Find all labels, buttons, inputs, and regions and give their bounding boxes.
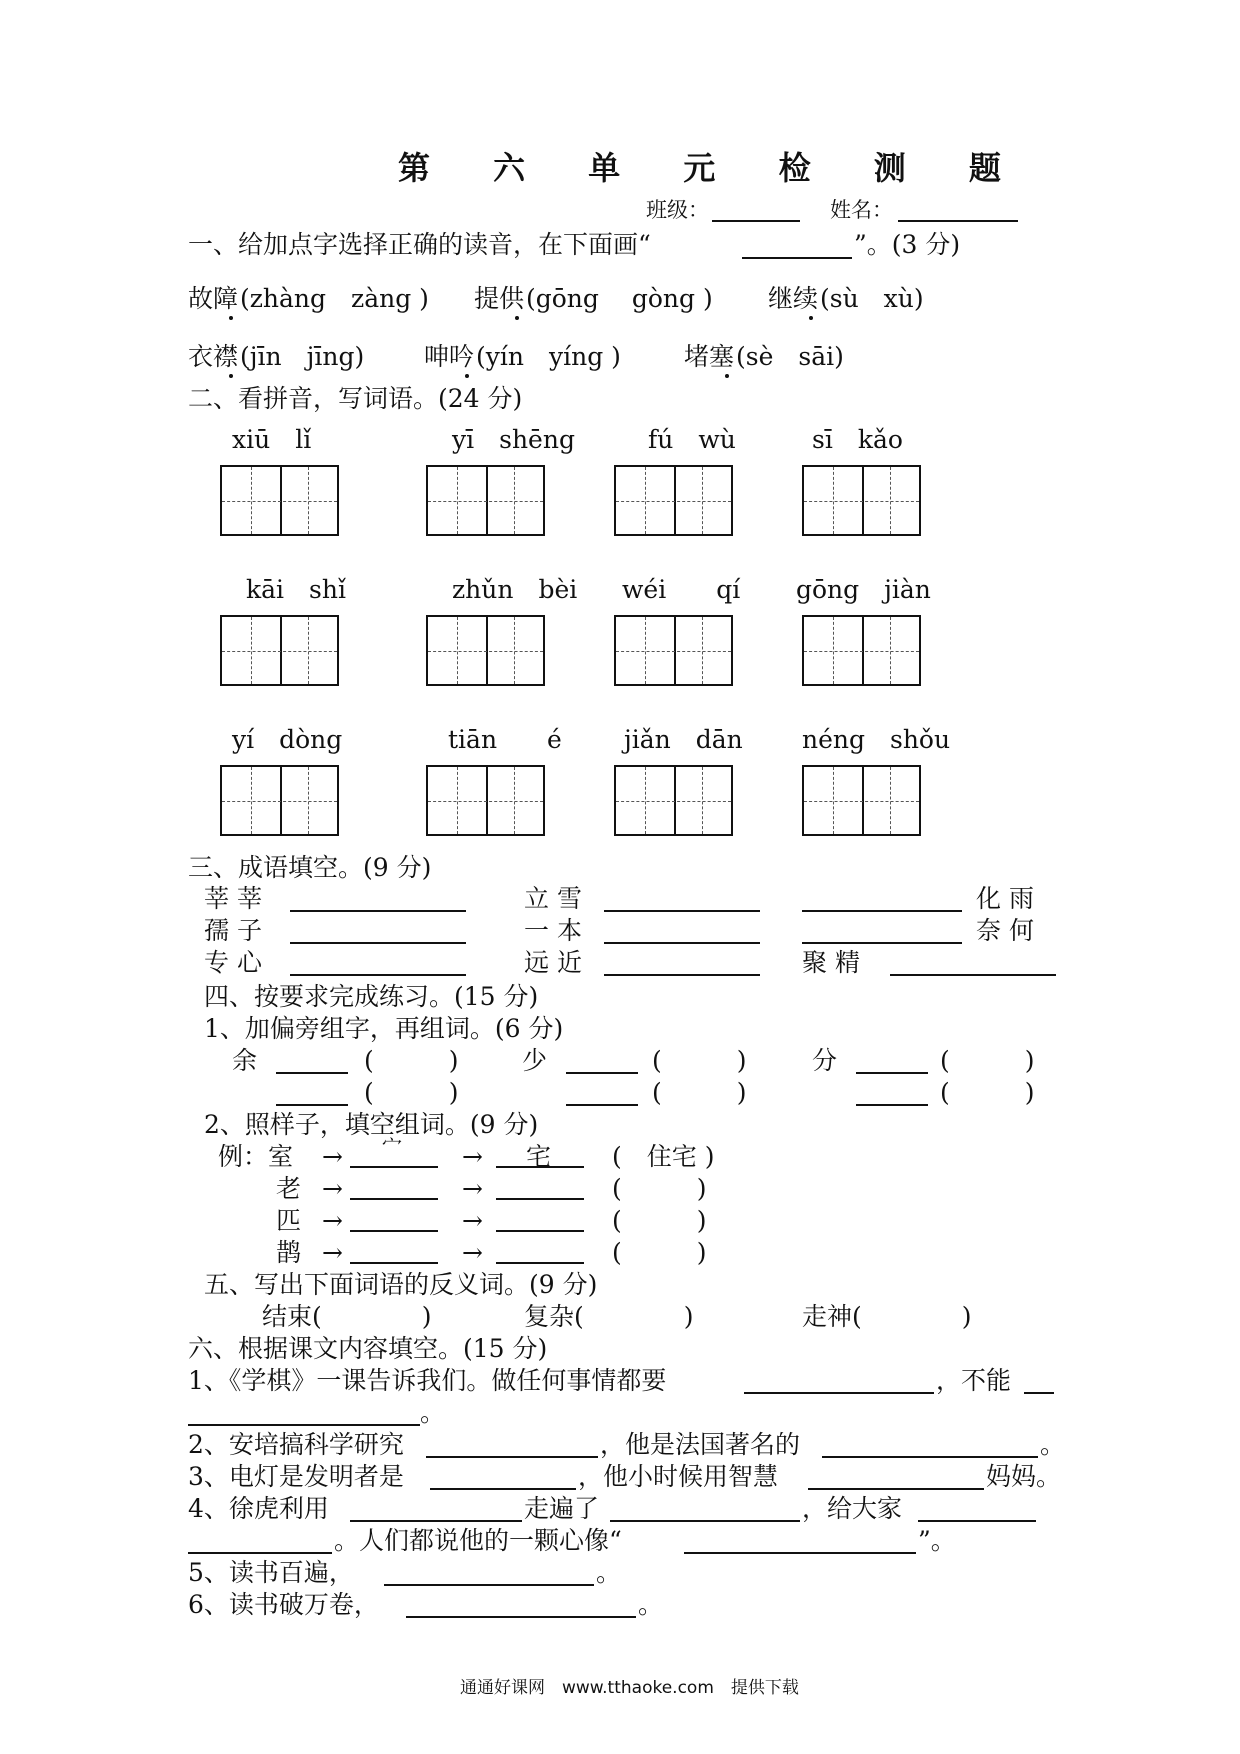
- arrow: →: [462, 1142, 483, 1171]
- radical-char: 少: [522, 1046, 548, 1075]
- arrow: →: [462, 1174, 483, 1203]
- row-char: 匹: [276, 1206, 302, 1235]
- arrow: →: [322, 1142, 343, 1171]
- idiom-blank[interactable]: [290, 910, 466, 912]
- pinyin-label: xiū lǐ: [232, 425, 312, 454]
- pinyin-label: fú wù: [648, 425, 736, 454]
- pinyin-label: yí dòng: [232, 725, 343, 754]
- writing-grid[interactable]: [426, 765, 545, 836]
- s6-line3a: 3、电灯是发明者是: [188, 1462, 404, 1491]
- s6-line6: 6、读书破万卷，: [188, 1590, 379, 1619]
- s6-line4d: 。人们都说他的一颗心像“: [334, 1526, 622, 1555]
- row-blank[interactable]: [350, 1262, 438, 1264]
- word-paren[interactable]: ( ): [940, 1046, 1035, 1075]
- s1-heading-blank: [742, 257, 852, 259]
- writing-grid[interactable]: [220, 615, 339, 686]
- idiom-blank[interactable]: [802, 910, 962, 912]
- fill-blank[interactable]: [684, 1552, 916, 1554]
- emphasis-dot: [229, 316, 233, 320]
- arrow: →: [322, 1174, 343, 1203]
- idiom-blank[interactable]: [802, 942, 962, 944]
- idiom-part: 化 雨: [976, 884, 1034, 913]
- s6-line2c: 。: [1040, 1430, 1066, 1459]
- idiom-part: 远 近: [524, 948, 582, 977]
- emphasis-dot: [809, 316, 813, 320]
- word-paren[interactable]: ( ): [364, 1078, 459, 1107]
- s6-line1a: 1、《学棋》一课告诉我们。做任何事情都要: [188, 1366, 667, 1395]
- idiom-blank[interactable]: [290, 942, 466, 944]
- footer-text: 通通好课网 www.tthaoke.com 提供下载: [460, 1678, 799, 1698]
- writing-grid[interactable]: [614, 465, 733, 536]
- pinyin-label: néng shǒu: [802, 725, 951, 754]
- s6-line2b: ，他是法国著名的: [600, 1430, 801, 1459]
- radical-char: 余: [232, 1046, 258, 1075]
- row-blank[interactable]: [350, 1198, 438, 1200]
- char-blank[interactable]: [566, 1072, 638, 1074]
- s3-heading: 三、成语填空。(9 分): [188, 853, 432, 882]
- s4-sub1: 1、加偏旁组字，再组词。(6 分): [204, 1014, 564, 1043]
- name-blank[interactable]: [898, 220, 1018, 222]
- idiom-part: 奈 何: [976, 916, 1034, 945]
- example-blank: [350, 1166, 438, 1168]
- s4-heading: 四、按要求完成练习。(15 分): [204, 982, 539, 1011]
- row-blank[interactable]: [496, 1198, 584, 1200]
- fill-blank[interactable]: [918, 1520, 1036, 1522]
- row-paren[interactable]: ( ): [612, 1206, 707, 1235]
- fill-blank[interactable]: [808, 1488, 984, 1490]
- antonym-item[interactable]: 复杂( ): [524, 1302, 694, 1331]
- idiom-blank[interactable]: [604, 910, 760, 912]
- word-paren[interactable]: ( ): [940, 1078, 1035, 1107]
- fill-blank[interactable]: [822, 1456, 1038, 1458]
- s1-word: 堵塞: [684, 342, 735, 371]
- fill-blank[interactable]: [430, 1488, 576, 1490]
- s6-line2a: 2、安培搞科学研究: [188, 1430, 404, 1459]
- char-blank[interactable]: [856, 1072, 928, 1074]
- writing-grid[interactable]: [426, 615, 545, 686]
- s1-word: 衣襟: [188, 342, 239, 371]
- idiom-part: 莘 莘: [204, 884, 262, 913]
- example-label: 例：室: [218, 1142, 294, 1171]
- idiom-blank[interactable]: [290, 974, 466, 976]
- char-blank[interactable]: [856, 1104, 928, 1106]
- s6-line3b: ，他小时候用智慧: [578, 1462, 779, 1491]
- s2-heading: 二、看拼音，写词语。(24 分): [188, 384, 523, 413]
- writing-grid[interactable]: [614, 765, 733, 836]
- idiom-part: 孺 子: [204, 916, 262, 945]
- arrow: →: [462, 1206, 483, 1235]
- s4-sub2: 2、照样子，填空组词。(9 分): [204, 1110, 539, 1139]
- fill-blank[interactable]: [384, 1584, 594, 1586]
- s1-heading-b: ”。(3 分): [854, 230, 961, 259]
- char-blank[interactable]: [566, 1104, 638, 1106]
- fill-blank[interactable]: [610, 1520, 800, 1522]
- s6-line5-end: 。: [596, 1558, 622, 1587]
- class-label: 班级：: [646, 198, 709, 222]
- s6-line1c: 。: [420, 1398, 446, 1427]
- row-paren[interactable]: ( ): [612, 1174, 707, 1203]
- name-label: 姓名：: [830, 198, 893, 222]
- pinyin-label: wéi qí: [622, 575, 741, 604]
- s6-heading: 六、根据课文内容填空。(15 分): [188, 1334, 548, 1363]
- idiom-part: 专 心: [204, 948, 262, 977]
- pinyin-label: jiǎn dān: [624, 725, 743, 754]
- emphasis-dot: [229, 374, 233, 378]
- row-paren[interactable]: ( ): [612, 1238, 707, 1267]
- idiom-blank[interactable]: [604, 974, 760, 976]
- s1-options[interactable]: (sè sāi): [736, 342, 844, 371]
- idiom-part: 聚 精: [802, 948, 860, 977]
- row-blank[interactable]: [496, 1262, 584, 1264]
- arrow: →: [462, 1238, 483, 1267]
- s1-options[interactable]: (yín yíng ): [476, 342, 621, 371]
- emphasis-dot: [725, 374, 729, 378]
- arrow: →: [322, 1238, 343, 1267]
- s6-line3c: 妈妈。: [986, 1462, 1062, 1491]
- s1-options[interactable]: (zhàng zàng ): [240, 284, 429, 313]
- row-char: 老: [276, 1174, 302, 1203]
- antonym-item[interactable]: 结束( ): [262, 1302, 432, 1331]
- idiom-blank[interactable]: [890, 974, 1056, 976]
- writing-grid[interactable]: [802, 765, 921, 836]
- example-radical: 宀: [382, 1134, 402, 1158]
- word-paren[interactable]: ( ): [652, 1046, 747, 1075]
- page-title: 第 六 单 元 检 测 题: [398, 149, 1027, 187]
- row-char: 鹊: [276, 1238, 302, 1267]
- pinyin-label: yī shēng: [452, 425, 575, 454]
- writing-grid[interactable]: [220, 765, 339, 836]
- s6-line4a: 4、徐虎利用: [188, 1494, 329, 1523]
- fill-blank[interactable]: [744, 1392, 934, 1394]
- word-paren[interactable]: ( ): [652, 1078, 747, 1107]
- pinyin-label: tiān é: [448, 725, 562, 754]
- emphasis-dot: [515, 316, 519, 320]
- pinyin-label: sī kǎo: [812, 425, 903, 454]
- radical-char: 分: [812, 1046, 838, 1075]
- s6-line5: 5、读书百遍，: [188, 1558, 354, 1587]
- writing-grid[interactable]: [802, 615, 921, 686]
- arrow: →: [322, 1206, 343, 1235]
- char-blank[interactable]: [276, 1104, 348, 1106]
- idiom-blank[interactable]: [604, 942, 760, 944]
- s1-word: 继续: [768, 284, 819, 313]
- s5-heading: 五、写出下面词语的反义词。(9 分): [204, 1270, 598, 1299]
- pinyin-label: gōng jiàn: [796, 575, 931, 604]
- writing-grid[interactable]: [426, 465, 545, 536]
- example-blank: [496, 1166, 584, 1168]
- pinyin-label: zhǔn bèi: [452, 575, 578, 604]
- pinyin-label: kāi shǐ: [246, 575, 346, 604]
- example-word: ( 住宅 ): [612, 1142, 715, 1171]
- row-blank[interactable]: [496, 1230, 584, 1232]
- writing-grid[interactable]: [614, 615, 733, 686]
- example-char: 宅: [526, 1142, 552, 1171]
- fill-blank[interactable]: [188, 1552, 332, 1554]
- s1-word: 提供: [474, 284, 525, 313]
- s1-heading-a: 一、给加点字选择正确的读音，在下面画“: [188, 230, 651, 259]
- s1-word: 呻吟: [424, 342, 475, 371]
- s1-word: 故障: [188, 284, 239, 313]
- fill-blank[interactable]: [1024, 1392, 1054, 1394]
- idiom-part: 一 本: [524, 916, 582, 945]
- fill-blank[interactable]: [406, 1616, 636, 1618]
- antonym-item[interactable]: 走神( ): [802, 1302, 972, 1331]
- s6-line4e: ”。: [918, 1526, 956, 1555]
- fill-blank[interactable]: [426, 1456, 598, 1458]
- s6-line4b: 走遍了: [524, 1494, 600, 1523]
- writing-grid[interactable]: [802, 465, 921, 536]
- fill-blank[interactable]: [188, 1424, 420, 1426]
- idiom-part: 立 雪: [524, 884, 582, 913]
- s6-line4c: ，给大家: [802, 1494, 903, 1523]
- char-blank[interactable]: [276, 1072, 348, 1074]
- s1-options[interactable]: (jīn jīng): [240, 342, 365, 371]
- row-blank[interactable]: [350, 1230, 438, 1232]
- fill-blank[interactable]: [350, 1520, 522, 1522]
- writing-grid[interactable]: [220, 465, 339, 536]
- s1-options[interactable]: (sù xù): [820, 284, 924, 313]
- s6-line6-end: 。: [638, 1590, 664, 1619]
- class-blank[interactable]: [712, 220, 800, 222]
- emphasis-dot: [465, 374, 469, 378]
- word-paren[interactable]: ( ): [364, 1046, 459, 1075]
- s1-options[interactable]: (gōng gòng ): [526, 284, 713, 313]
- s6-line1b: ，不能: [936, 1366, 1012, 1395]
